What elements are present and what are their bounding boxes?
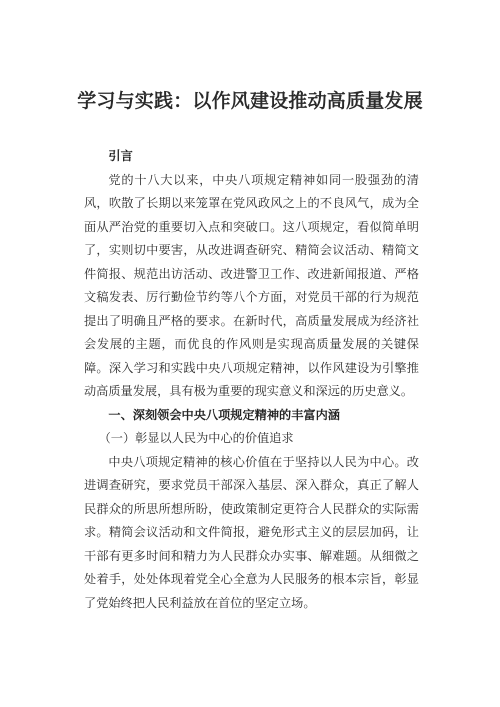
section-1-heading: 一、深刻领会中央八项规定精神的丰富内涵	[108, 407, 340, 422]
document-title: 学习与实践：以作风建设推动高质量发展	[77, 90, 423, 112]
intro-paragraph: 党的十八大以来，中央八项规定精神如同一股强劲的清风，吹散了长期以来笼罩在党风政风之上的不良风气，成为全面从严治党的重要切入点和突破口。这八项规定，看似简单明了，实则切中要害，从改进调查研究、精简会议活动、精简文件简报、规范出访活动、改进警卫工作、改进新闻报道、严格文稿发表、厉行勤俭节约等八个方面，对党员干部的行为规范提出了明确且严格的要求。在新时代，高质量发展成为经济社会发展的主题，而优良的作风则是实现高质量发展的关键保障。深入学习和实践中央八项规定精神，以作风建设为引擎推动高质量发展，具有极为重要的现实意义和深远的历史意义。	[84, 172, 419, 398]
intro-heading: 引言	[108, 149, 133, 163]
subsection-1-paragraph: 中央八项规定精神的核心价值在于坚持以人民为中心。改进调查研究，要求党员干部深入基层、深入群众，真正了解人民群众的所思所想所盼，使政策制定更符合人民群众的实际需求。精简会议活动和文件简报，避免形式主义的层层加码，让干部有更多时间和精力为人民群众办实事、解难题。从细微之处着手，处处体现着党全心全意为人民服务的根本宗旨，彰显了党始终把人民利益放在首位的坚定立场。	[84, 454, 419, 610]
document-body	[84, 145, 419, 615]
subsection-1-heading: （一）彰显以人民为中心的价值追求	[98, 431, 294, 445]
